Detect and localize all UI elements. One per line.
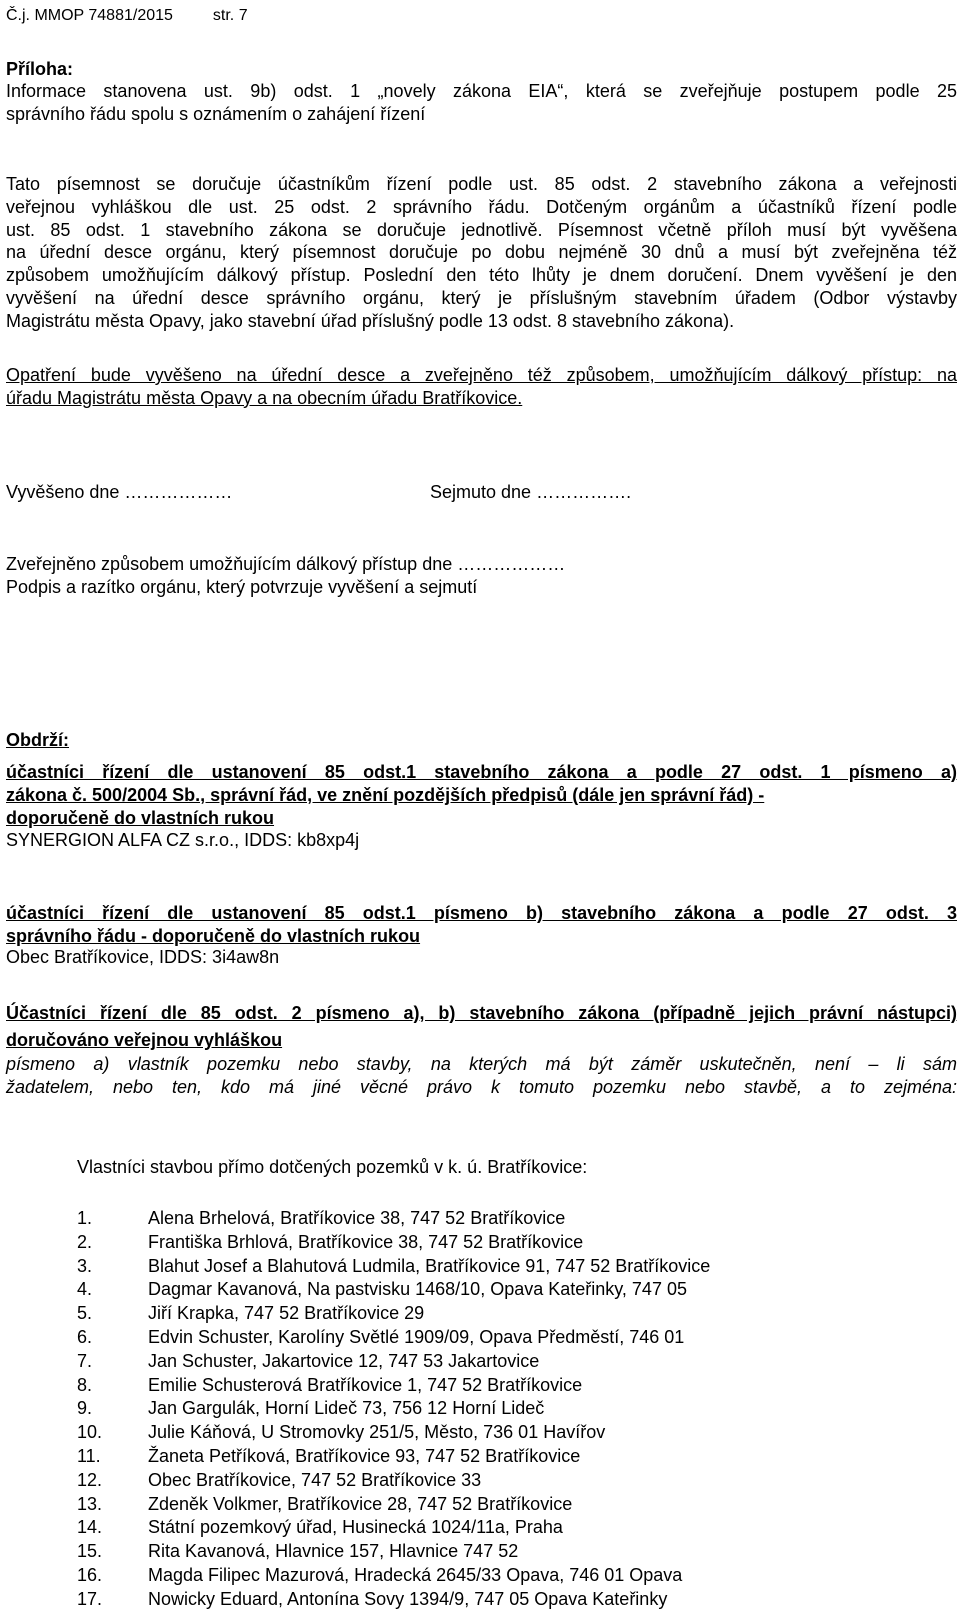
list-item-text: Státní pozemkový úřad, Husinecká 1024/11a, Praha bbox=[148, 1517, 563, 1538]
attachment-paragraph bbox=[6, 80, 957, 126]
recipient-entry: Obec Bratříkovice, IDDS: 3i4aw8n bbox=[6, 947, 280, 967]
list-item-text: Dagmar Kavanová, Na pastvisku 1468/10, Opava Kateřinky, 747 05 bbox=[148, 1279, 687, 1300]
list-item-number: 13. bbox=[77, 1493, 103, 1514]
recipient-group-3-heading bbox=[6, 1002, 957, 1025]
list-item-number: 8. bbox=[77, 1374, 93, 1395]
list-item-number: 9. bbox=[77, 1398, 93, 1419]
text-line: na úřední desce orgánu, který písemnost doručuje po dobu nejméně 30 dnů a musí být zveřejněna též bbox=[6, 242, 957, 263]
list-item-text: Rita Kavanová, Hlavnice 157, Hlavnice 747 52 bbox=[148, 1541, 519, 1562]
text-line: způsobem umožňujícím dálkový přístup. Poslední den této lhůty je dnem doručení. Dnem vyvěšení je den bbox=[6, 265, 957, 286]
list-item-text: Alena Brhelová, Bratříkovice 38, 747 52 Bratříkovice bbox=[148, 1208, 566, 1228]
list-item-text: Jan Schuster, Jakartovice 12, 747 53 Jakartovice bbox=[148, 1350, 540, 1371]
recipient-group-3-text bbox=[6, 1053, 957, 1099]
text-line: vyvěšení na úřední desce správního orgánu, který je příslušným stavebním úřadem (Odbor výstavby bbox=[6, 287, 957, 308]
text-line: správního řádu spolu s oznámením o zahájení řízení bbox=[6, 103, 426, 124]
list-item-number: 15. bbox=[77, 1541, 103, 1562]
text-line: Magistrátu města Opavy, jako stavební úřad příslušný podle 13 odst. 8 stavebního zákona). bbox=[6, 310, 735, 331]
text-line: ust. 85 odst. 1 stavebního zákona se doručuje jednotlivě. Písemnost včetně příloh musí být vyvěšena bbox=[6, 219, 957, 240]
published-date-field: Zveřejněno způsobem umožňujícím dálkový přístup dne ……………… bbox=[6, 554, 566, 574]
list-item-number: 17. bbox=[77, 1588, 103, 1609]
text-line: Opatření bude vyvěšeno na úřední desce a zveřejněno též způsobem, umožňujícím dálkový přístup: na bbox=[6, 365, 957, 385]
posted-date-field: Vyvěšeno dne ……………… bbox=[6, 482, 233, 502]
recipient-group-1-heading bbox=[6, 761, 957, 829]
text-line: veřejnou vyhláškou dle ust. 25 odst. 2 správního řádu. Dotčeným orgánům a účastníků řízení podle bbox=[6, 196, 957, 217]
list-item-text: Nowicky Eduard, Antonína Sovy 1394/9, 747 05 Opava Kateřinky bbox=[148, 1588, 668, 1609]
text-line: zákona č. 500/2004 Sb., správní řád, ve znění pozdějších předpisů (dále jen správní řád) - bbox=[6, 784, 765, 805]
text-line: Informace stanovena ust. 9b) odst. 1 „novely zákona EIA“, která se zveřejňuje postupem podle 25 bbox=[6, 81, 957, 101]
list-item-number: 16. bbox=[77, 1564, 103, 1585]
list-item-text: Zdeněk Volkmer, Bratříkovice 28, 747 52 Bratříkovice bbox=[148, 1493, 573, 1514]
list-item-number: 12. bbox=[77, 1469, 103, 1490]
list-item-number: 10. bbox=[77, 1422, 103, 1443]
text-line: Účastníci řízení dle 85 odst. 2 písmeno a), b) stavebního zákona (případně jejich právní nástupci) bbox=[6, 1003, 957, 1023]
list-item-number: 11. bbox=[77, 1445, 101, 1466]
text-line: úřadu Magistrátu města Opavy a na obecním úřadu Bratříkovice. bbox=[6, 387, 523, 408]
text-line: účastníci řízení dle ustanovení 85 odst.1 písmeno b) stavebního zákona a podle 27 odst. 3 bbox=[6, 903, 957, 923]
list-item-text: Edvin Schuster, Karolíny Světlé 1909/09, Opava Předměstí, 746 01 bbox=[148, 1326, 685, 1347]
recipient-entry: SYNERGION ALFA CZ s.r.o., IDDS: kb8xp4j bbox=[6, 830, 360, 850]
list-item-text: Jan Gargulák, Horní Lideč 73, 756 12 Horní Lideč bbox=[148, 1398, 545, 1419]
list-item-text: Julie Káňová, U Stromovky 251/5, Město, 736 01 Havířov bbox=[148, 1422, 606, 1443]
list-item-text: Obec Bratříkovice, 747 52 Bratříkovice 33 bbox=[148, 1469, 482, 1490]
list-item-text: Blahut Josef a Blahutová Ludmila, Bratříkovice 91, 747 52 Bratříkovice bbox=[148, 1255, 711, 1276]
list-item-text: Františka Brhlová, Bratříkovice 38, 747 52 Bratříkovice bbox=[148, 1231, 584, 1252]
reference-number: Č.j. MMOP 74881/2015 bbox=[6, 7, 173, 24]
list-item-number: 14. bbox=[77, 1517, 103, 1538]
list-item-number: 1. bbox=[77, 1208, 93, 1228]
recipient-group-2-heading bbox=[6, 902, 957, 948]
text-line: správního řádu - doporučeně do vlastních rukou bbox=[6, 925, 421, 946]
page-number: str. 7 bbox=[212, 7, 248, 24]
signature-field: Podpis a razítko orgánu, který potvrzuje vyvěšení a sejmutí bbox=[6, 577, 478, 597]
recipients-title: Obdrží: bbox=[6, 730, 69, 750]
posting-paragraph bbox=[6, 364, 957, 410]
list-item-number: 5. bbox=[77, 1303, 93, 1324]
list-item-number: 7. bbox=[77, 1350, 93, 1371]
list-item-text: Žaneta Petříková, Bratříkovice 93, 747 52 Bratříkovice bbox=[148, 1445, 581, 1466]
text-line: Tato písemnost se doručuje účastníkům řízení podle ust. 85 odst. 2 stavebního zákona a veřejnosti bbox=[6, 174, 957, 194]
text-line: účastníci řízení dle ustanovení 85 odst.1 stavebního zákona a podle 27 odst. 1 písmeno a) bbox=[6, 762, 957, 782]
list-item-number: 6. bbox=[77, 1326, 93, 1347]
delivery-paragraph bbox=[6, 173, 957, 333]
attachment-title: Příloha: bbox=[6, 59, 74, 79]
list-item-text: Magda Filipec Mazurová, Hradecká 2645/33 Opava, 746 01 Opava bbox=[148, 1564, 683, 1585]
recipient-group-3-delivery: doručováno veřejnou vyhláškou bbox=[6, 1030, 283, 1050]
text-line: žadatelem, nebo ten, kdo má jiné věcné právo k tomuto pozemku nebo stavbě, a to zejména: bbox=[6, 1076, 957, 1097]
list-item-number: 3. bbox=[77, 1255, 93, 1276]
text-line: doporučeně do vlastních rukou bbox=[6, 807, 275, 828]
list-item-text: Jiří Krapka, 747 52 Bratříkovice 29 bbox=[148, 1303, 425, 1324]
page-header bbox=[6, 5, 248, 27]
list-item-number: 4. bbox=[77, 1279, 93, 1300]
text-line: písmeno a) vlastník pozemku nebo stavby, na kterých má být záměr uskutečněn, není – li sám bbox=[6, 1054, 957, 1074]
removed-date-field: Sejmuto dne ……………. bbox=[430, 482, 632, 502]
list-item-number: 2. bbox=[77, 1231, 93, 1252]
list-item-text: Emilie Schusterová Bratříkovice 1, 747 52 Bratříkovice bbox=[148, 1374, 583, 1395]
owners-intro: Vlastníci stavbou přímo dotčených pozemků v k. ú. Bratříkovice: bbox=[77, 1157, 588, 1177]
